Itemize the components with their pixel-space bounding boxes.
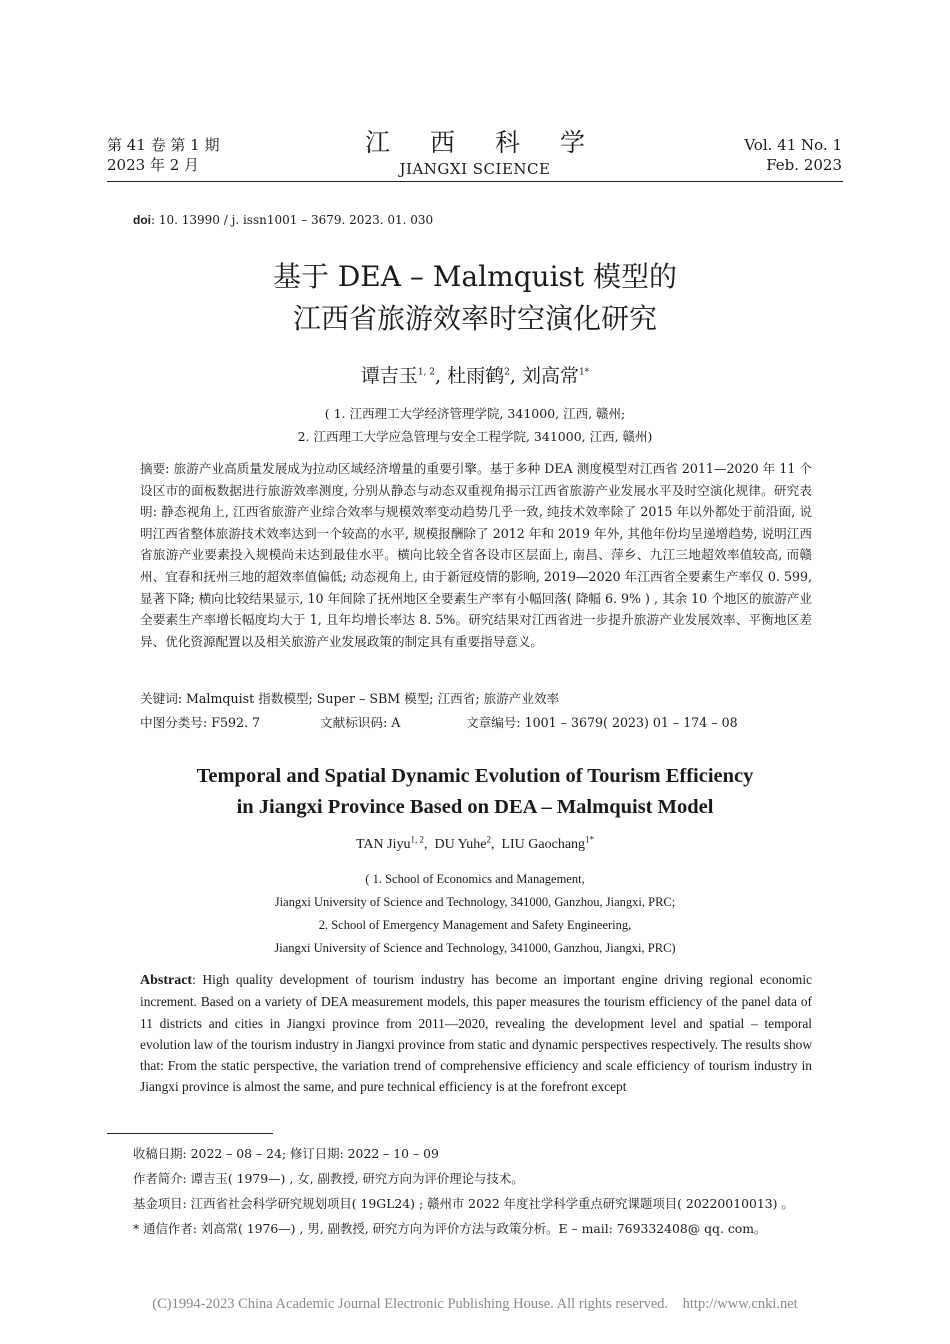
header-volume-info-en — [744, 135, 842, 175]
clc-number: 中图分类号: F592. 7 — [140, 715, 261, 730]
affiliations-cn — [0, 402, 950, 448]
doi-value: : 10. 13990 / j. issn1001 – 3679. 2023. 01. 030 — [151, 213, 434, 227]
author-en-1-affil: 1, 2 — [410, 834, 424, 845]
authors-en — [0, 834, 950, 853]
author-separator: , — [490, 837, 502, 852]
affiliation-cn-1: ( 1. 江西理工大学经济管理学院, 341000, 江西, 赣州; — [324, 406, 626, 421]
header-rule — [107, 181, 843, 182]
footnote-rule — [107, 1133, 273, 1134]
keywords-cn: 关键词: Malmquist 指数模型; Super – SBM 模型; 江西省; 旅游产业效率 — [140, 691, 560, 706]
doi-line — [133, 213, 433, 227]
author-en-3-affil: 1* — [585, 834, 595, 845]
affiliation-en-1: ( 1. School of Economics and Management, — [365, 872, 585, 886]
affiliation-en-1-address: Jiangxi University of Science and Technology, 341000, Ganzhou, Jiangxi, PRC; — [274, 895, 676, 909]
header-date: 2023 年 2 月 — [107, 156, 200, 174]
abstract-cn: 摘要: 旅游产业高质量发展成为拉动区域经济增量的重要引擎。基于多种 DEA 测度模型对江西省 2011—2020 年 11 个设区市的面板数据进行旅游效率测度, 分别从静态与动态双重视角揭示江西省旅游产业发展水平及时空演化规律。研究表明: 静态视角上, 江西省旅游产业综合效率与规模效率变动趋势几乎一致, 纯技术效率除了 2015 年以外都处于前沿面, 说明江西省整体旅游技术效率达到一个较高的水平, 规模报酬除了 2012 年和 2019 年外, 其他年份均呈递增趋势, 说明江西省旅游产业要素投入规模尚未达到最佳水平。横向比较全省各设市区层面上, 南昌、萍乡、九江三地超效率值较高, 而赣州、宜春和抚州三地的超效率值偏低; 动态视角上, 由于新冠疫情的影响, 2019—2020 年江西省全要素生产率仅 0. 599, 显著下降; 横向比较结果显示, 10 年间除了抚州地区全要素生产率有小幅回落( 降幅 6. 9% ) , 其余 10 个地区的旅游产业全要素生产率增长幅度均大于 1, 且年均增长率达 8. 5%。研究结果对江西省进一步提升旅游产业发展效率、平衡地区差异、优化资源配置以及相关旅游产业发展政策的制定具有重要指导意义。 — [140, 461, 812, 649]
author-separator: , — [423, 837, 435, 852]
footnotes — [133, 1141, 853, 1241]
author-cn-2-affil: 2 — [504, 367, 510, 378]
title-cn-line1: 基于 DEA – Malmquist 模型的 — [272, 260, 678, 293]
header-date-en: Feb. 2023 — [766, 156, 842, 174]
doi-label: doi — [133, 213, 151, 227]
title-cn — [0, 256, 950, 340]
author-en-1: TAN Jiyu — [355, 837, 411, 852]
title-en-line2: in Jiangxi Province Based on DEA – Malmquist Model — [236, 796, 714, 818]
author-en-3: LIU Gaochang — [501, 837, 586, 852]
journal-name-cn: 江西科学 — [364, 128, 625, 157]
author-en-2: DU Yuhe — [434, 837, 487, 852]
author-separator: , — [435, 365, 448, 387]
title-cn-line2: 江西省旅游效率时空演化研究 — [292, 302, 657, 335]
affiliations-en — [0, 868, 950, 960]
footnote-author-bio: 作者简介: 谭吉玉( 1979—) , 女, 副教授, 研究方向为评价理论与技术。 — [133, 1171, 524, 1186]
author-cn-2: 杜雨鹤 — [447, 365, 505, 387]
affiliation-en-2: 2. School of Emergency Management and Safety Engineering, — [318, 918, 632, 932]
copyright-notice: (C)1994-2023 China Academic Journal Electronic Publishing House. All rights reserved. http://www.cnki.net — [152, 1296, 798, 1312]
title-en-line1: Temporal and Spatial Dynamic Evolution of Tourism Efficiency — [196, 765, 754, 787]
header-volume-en: Vol. 41 No. 1 — [744, 136, 842, 154]
abstract-en — [140, 969, 812, 1098]
author-cn-1-affil: 1, 2 — [417, 367, 435, 378]
author-cn-1: 谭吉玉 — [360, 365, 418, 387]
footnote-corresponding-author: * 通信作者: 刘高常( 1976—) , 男, 副教授, 研究方向为评价方法与政策分析。E – mail: 769332408@ qq. com。 — [133, 1221, 767, 1236]
authors-cn — [0, 361, 950, 388]
author-cn-3-affil: 1* — [578, 367, 590, 378]
title-en — [0, 761, 950, 823]
header-volume-issue: 第 41 卷 第 1 期 — [107, 136, 220, 154]
article-number: 文章编号: 1001 – 3679( 2023) 01 – 174 – 08 — [466, 715, 738, 730]
author-separator: , — [509, 365, 522, 387]
abstract-en-label: Abstract — [140, 973, 193, 988]
footnote-funding: 基金项目: 江西省社会科学研究规划项目( 19GL24) ; 赣州市 2022 年度社学科学重点研究课题项目( 20220010013) 。 — [133, 1196, 794, 1211]
affiliation-cn-2: 2. 江西理工大学应急管理与安全工程学院, 341000, 江西, 赣州) — [297, 429, 653, 444]
affiliation-en-2-address: Jiangxi University of Science and Technology, 341000, Ganzhou, Jiangxi, PRC) — [274, 941, 676, 955]
document-code: 文献标识码: A — [320, 715, 401, 730]
author-cn-3: 刘高常 — [521, 365, 579, 387]
journal-name-en: JIANGXI SCIENCE — [399, 160, 551, 178]
author-en-2-affil: 2 — [486, 834, 491, 845]
footnote-received-date: 收稿日期: 2022 – 08 – 24; 修订日期: 2022 – 10 – 09 — [133, 1146, 439, 1161]
abstract-en-text: : High quality development of tourism industry has become an important engine driving regional economic increment. Based on a variety of DEA measurement models, this paper measures the tourism efficiency of the panel data of 11 districts and cities in Jiangxi province from 2011—2020, revealing the development level and spatial – temporal evolution law of the tourism industry in Jiangxi province from static and dynamic perspectives respectively. The results show that: From the static perspective, the variation trend of comprehensive efficiency and scale efficiency of tourism industry in Jiangxi province is almost the same, and pure technical efficiency is at the forefront except — [140, 972, 812, 1095]
